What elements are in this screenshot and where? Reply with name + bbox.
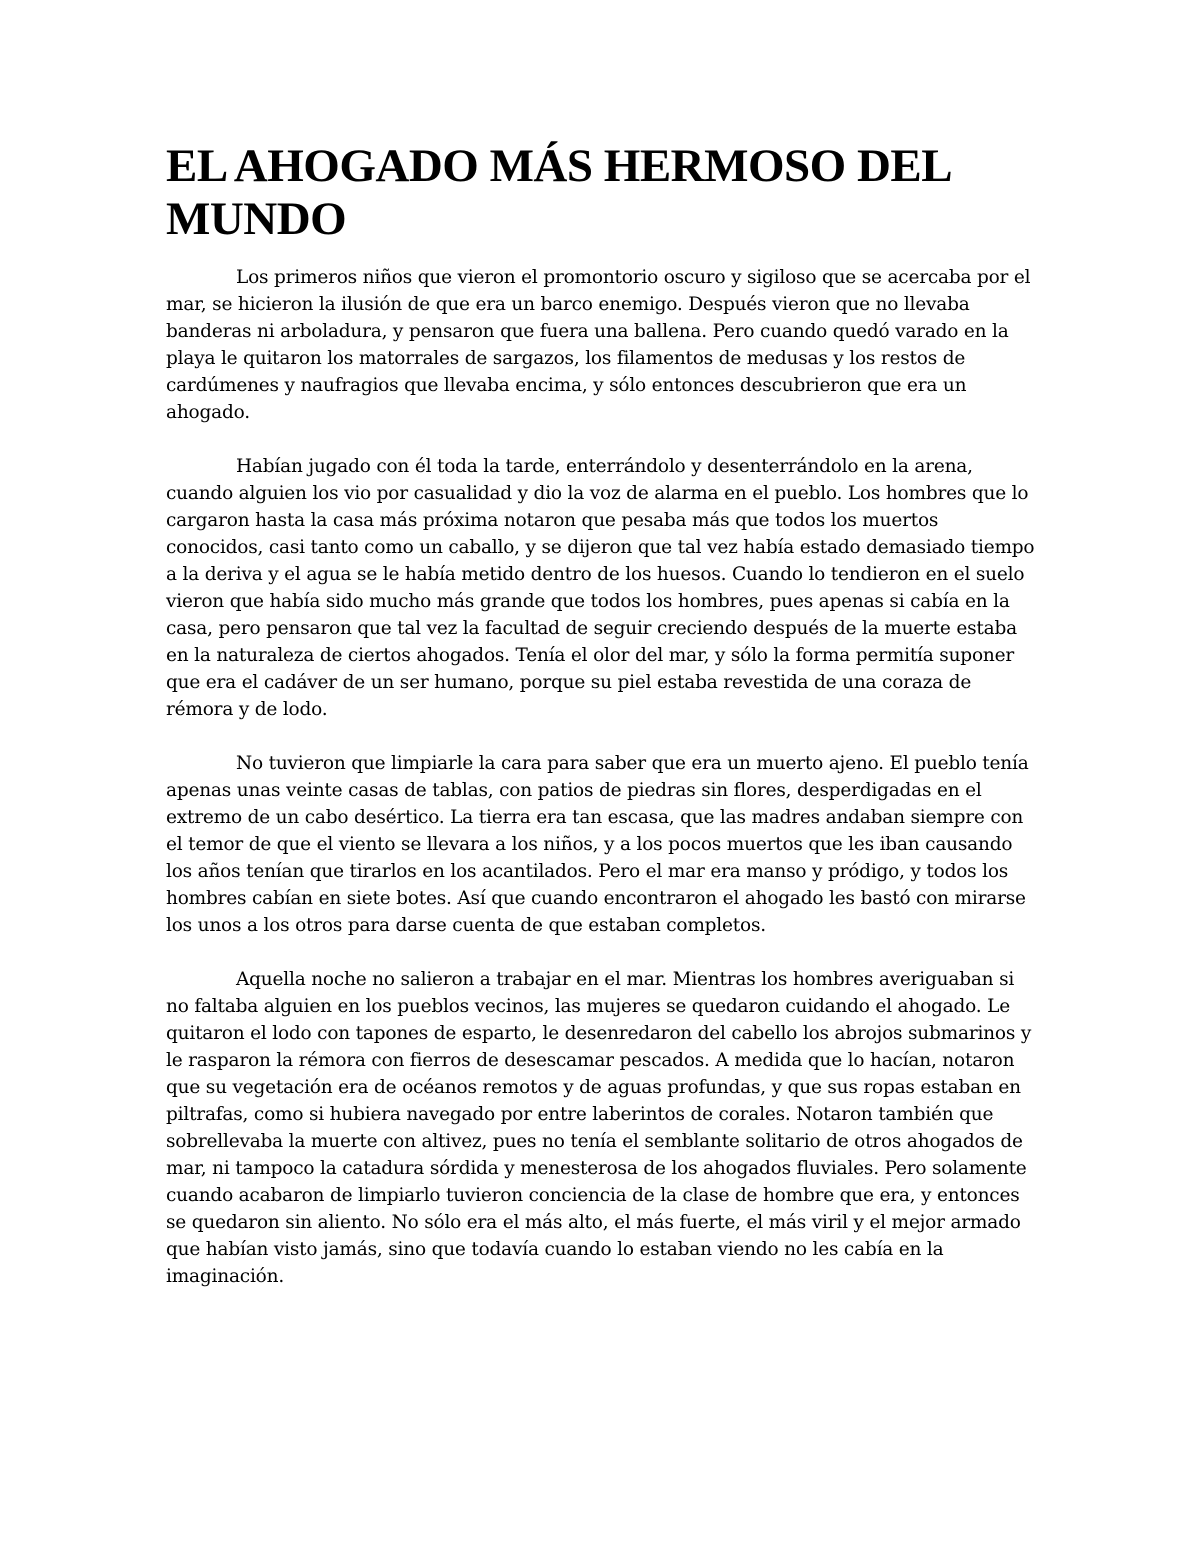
paragraph-2: Habían jugado con él toda la tarde, enterrándolo y desenterrándolo en la arena, cuando alguien los vio por casualidad y dio la voz de alarma en el pueblo. Los hombres que lo cargaron hasta la casa más próxima notaron que pesaba más que todos los muertos conocidos, casi tanto como un caballo, y se dijeron que tal vez había estado demasiado tiempo a la deriva y el agua se le había metido dentro de los huesos. Cuando lo tendieron en el suelo vieron que había sido mucho más grande que todos los hombres, pues apenas si cabía en la casa, pero pensaron que tal vez la facultad de seguir creciendo después de la muerte estaba en la naturaleza de ciertos ahogados. Tenía el olor del mar, y sólo la forma permitía suponer que era el cadáver de un ser humano, porque su piel estaba revestida de una coraza de rémora y de lodo. <box>166 456 1035 720</box>
document-page <box>166 140 1036 1317</box>
paragraph-4: Aquella noche no salieron a trabajar en el mar. Mientras los hombres averiguaban si no faltaba alguien en los pueblos vecinos, las mujeres se quedaron cuidando el ahogado. Le quitaron el lodo con tapones de esparto, le desenredaron del cabello los abrojos submarinos y le rasparon la rémora con fierros de desescamar pescados. A medida que lo hacían, notaron que su vegetación era de océanos remotos y de aguas profundas, y que sus ropas estaban en piltrafas, como si hubiera navegado por entre laberintos de corales. Notaron también que sobrellevaba la muerte con altivez, pues no tenía el semblante solitario de otros ahogados de mar, ni tampoco la catadura sórdida y menesterosa de los ahogados fluviales. Pero solamente cuando acabaron de limpiarlo tuvieron conciencia de la clase de hombre que era, y entonces se quedaron sin aliento. No sólo era el más alto, el más fuerte, el más viril y el mejor armado que habían visto jamás, sino que todavía cuando lo estaban viendo no les cabía en la imaginación. <box>166 969 1032 1287</box>
paragraph-3: No tuvieron que limpiarle la cara para saber que era un muerto ajeno. El pueblo tenía apenas unas veinte casas de tablas, con patios de piedras sin flores, desperdigadas en el extremo de un cabo desértico. La tierra era tan escasa, que las madres andaban siempre con el temor de que el viento se llevara a los niños, y a los pocos muertos que les iban causando los años tenían que tirarlos en los acantilados. Pero el mar era manso y pródigo, y todos los hombres cabían en siete botes. Así que cuando encontraron el ahogado les bastó con mirarse los unos a los otros para darse cuenta de que estaban completos. <box>166 753 1029 936</box>
document-title: EL AHOGADO MÁS HERMOSO DEL MUNDO <box>166 140 950 245</box>
paragraph-1: Los primeros niños que vieron el promontorio oscuro y sigiloso que se acercaba por el mar, se hicieron la ilusión de que era un barco enemigo. Después vieron que no llevaba banderas ni arboladura, y pensaron que fuera una ballena. Pero cuando quedó varado en la playa le quitaron los matorrales de sargazos, los filamentos de medusas y los restos de cardúmenes y naufragios que llevaba encima, y sólo entonces descubrieron que era un ahogado. <box>166 267 1031 423</box>
